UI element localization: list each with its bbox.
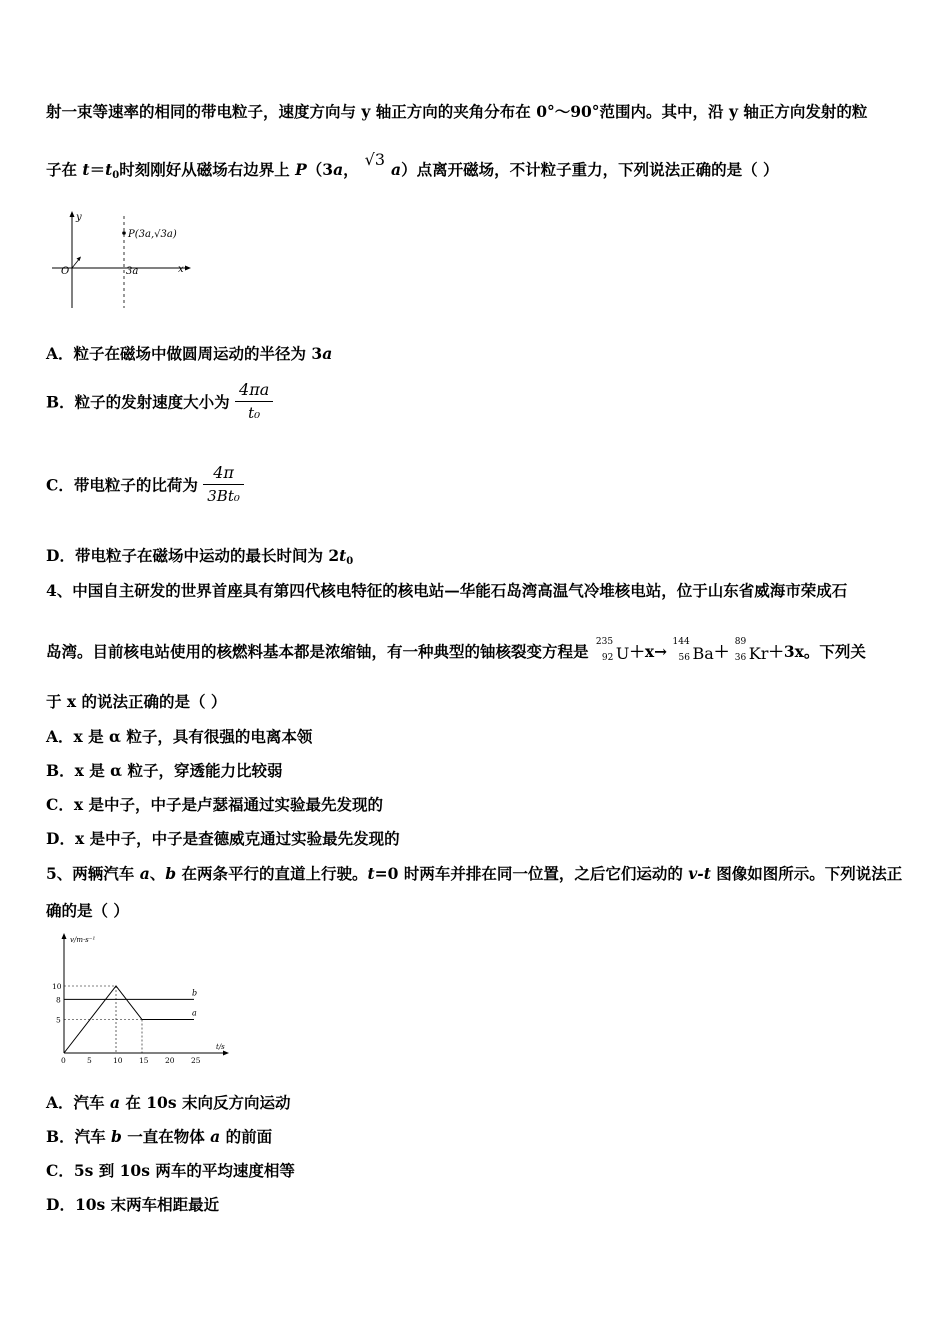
x-tick-label: 10: [113, 1056, 123, 1065]
fraction-charge-mass: $\frac{4\pi}{\text{3Bt₀}}$: [203, 462, 244, 507]
sqrt-three: √3: [364, 150, 386, 169]
x-tick-label: 0: [61, 1056, 66, 1065]
q3-option-b: B．粒子的发射速度大小为 $\frac{4\pi a}{\text{t₀}}$: [46, 379, 273, 424]
series-label-a: a: [192, 1008, 197, 1018]
q5-option-b: B．汽车 b 一直在物体 a 的前面: [46, 1127, 273, 1146]
point-p-label: P(3a,√3a): [128, 229, 177, 240]
x-axis-label: t/s: [216, 1043, 225, 1051]
y-axis-arrow: [70, 211, 75, 217]
q5-line1: 5、两辆汽车 a、b 在两条平行的直道上行驶。t=0 时两车并排在同一位置，之后它们运动的 v-t 图像如图所示。下列说法正: [46, 864, 903, 883]
q3-option-c: C．带电粒子的比荷为 $\frac{4\pi}{\text{3Bt₀}}$: [46, 462, 244, 507]
q5-line2: 确的是（ ）: [46, 901, 129, 920]
q3-option-d: D．带电粒子在磁场中运动的最长时间为 $2t_0$: [46, 546, 354, 567]
x-tick-label: 15: [139, 1056, 149, 1065]
q4-option-b: B．x 是 α 粒子，穿透能力比较弱: [46, 761, 283, 780]
q4-line1: 4、中国自主研发的世界首座具有第四代核电特征的核电站—华能石岛湾高温气冷堆核电站，位于山东省威海市荣成石: [46, 581, 848, 600]
y-tick-label: 10: [52, 982, 62, 991]
x-tick-label: 20: [165, 1056, 175, 1065]
q4-line3: 于 x 的说法正确的是（ ）: [46, 692, 227, 711]
q5-option-a: A．汽车 a 在 10s 末向反方向运动: [46, 1093, 291, 1112]
q3-line2: 子在 $t=t_0$时刻刚好从磁场右边界上 P（3a，√3a）点离开磁场，不计粒子重力，下列说法正确的是（ ）: [46, 150, 779, 181]
y-axis-label: v/m·s⁻¹: [70, 936, 96, 944]
q4-line2: 岛湾。目前核电站使用的核燃料基本都是浓缩铀，有一种典型的铀核裂变方程是 235 92 U＋x→ 144 56 Ba＋ 89 36 Kr＋3x。下列关: [46, 637, 866, 663]
emission-arrowhead: [77, 257, 82, 262]
q4-option-c: C．x 是中子，中子是卢瑟福通过实验最先发现的: [46, 795, 383, 814]
series-label-b: b: [192, 988, 198, 998]
q3-option-a: A．粒子在磁场中做圆周运动的半径为 3a: [46, 344, 333, 363]
x-label: x: [178, 264, 184, 275]
q3-line1: 射一束等速率的相同的带电粒子，速度方向与 y 轴正方向的夹角分布在 0°～90°范围内。其中，沿 y 轴正方向发射的粒: [46, 102, 868, 121]
y-axis-arrow: [62, 933, 67, 939]
point-p: [122, 231, 126, 235]
origin-label: O: [61, 266, 70, 277]
q5-option-d: D．10s 末两车相距最近: [46, 1195, 220, 1214]
x-axis-arrow: [185, 266, 191, 271]
x-tick-label: 5: [87, 1056, 92, 1065]
y-tick-label: 5: [56, 1015, 61, 1025]
y-label: y: [76, 212, 82, 223]
q5-option-c: C．5s 到 10s 两车的平均速度相等: [46, 1161, 295, 1180]
nuclide-barium: 144 56 Ba: [672, 637, 714, 663]
tick-3a: 3a: [126, 266, 139, 277]
y-tick-label: 8: [56, 995, 61, 1005]
vt-chart: [44, 930, 234, 1075]
q4-option-d: D．x 是中子，中子是查德威克通过实验最先发现的: [46, 829, 400, 848]
x-tick-label: 25: [191, 1056, 201, 1065]
nuclide-krypton: 89 36 Kr: [734, 637, 769, 663]
q3-coordinate-figure: [48, 208, 198, 313]
fraction-speed: $\frac{4\pi a}{\text{t₀}}$: [235, 379, 273, 424]
nuclide-uranium: 235 92 U: [595, 637, 630, 663]
q4-option-a: A．x 是 α 粒子，具有很强的电离本领: [46, 727, 313, 746]
x-axis-arrow: [223, 1051, 229, 1056]
